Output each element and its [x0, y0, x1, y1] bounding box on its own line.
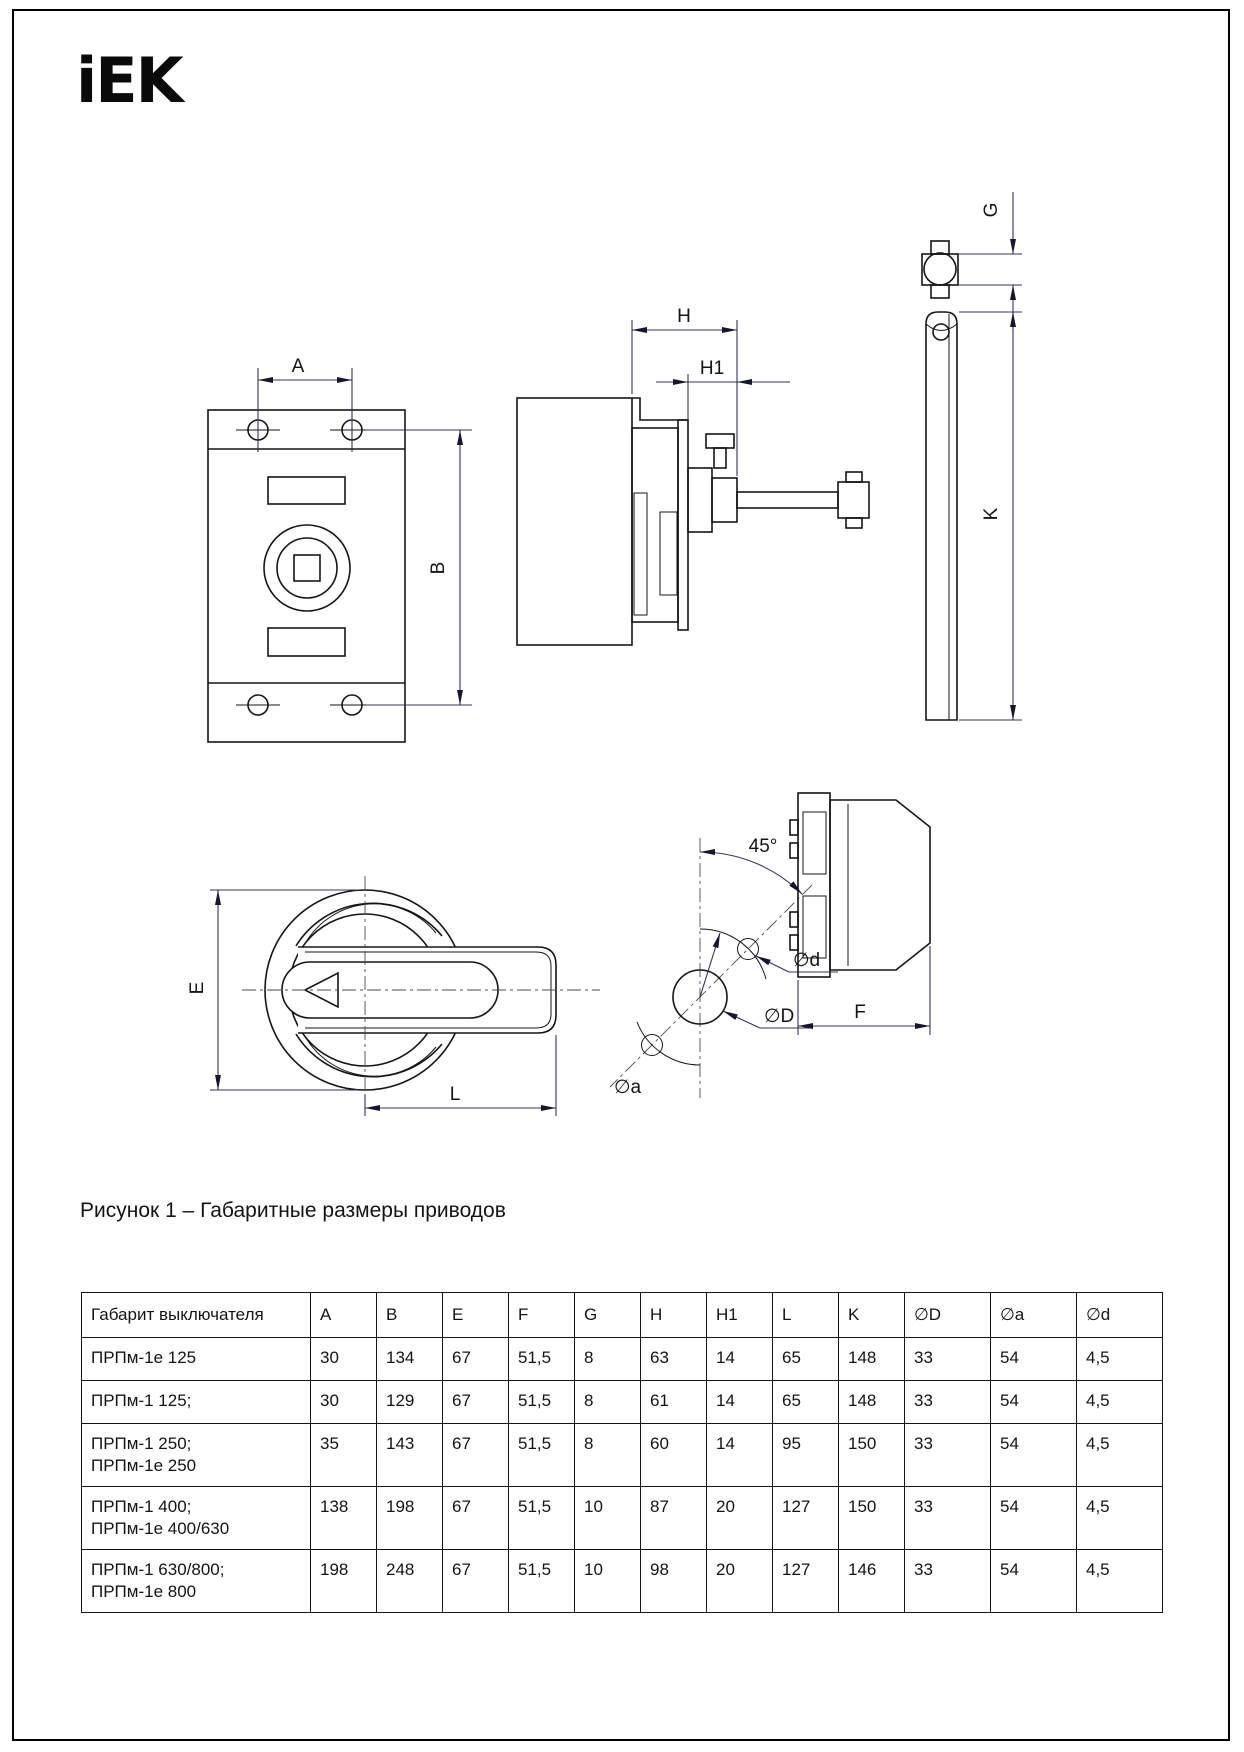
dimension-value-cell: 10 [575, 1550, 641, 1613]
dimension-value-cell: 33 [905, 1487, 991, 1550]
table-row [82, 1550, 1163, 1613]
dimension-value-cell: 8 [575, 1424, 641, 1487]
handle-bar-hole [933, 324, 949, 340]
dim-label-dia-d: ∅d [793, 950, 821, 971]
switch-size-cell: ПРПм-1 250; ПРПм-1е 250 [82, 1424, 311, 1487]
dimension-value-cell: 148 [839, 1381, 905, 1424]
table-header-cell: F [509, 1293, 575, 1338]
dimension-value-cell: 51,5 [509, 1550, 575, 1613]
dim-label-b: B [428, 561, 449, 575]
table-row [82, 1424, 1163, 1487]
dimension-value-cell: 127 [773, 1487, 839, 1550]
dimension-value-cell: 67 [443, 1550, 509, 1613]
switch-size-cell: ПРПм-1 630/800; ПРПм-1е 800 [82, 1550, 311, 1613]
dim-label-f: F [854, 1002, 866, 1023]
table-row [82, 1487, 1163, 1550]
table-header-cell: L [773, 1293, 839, 1338]
dimension-value-cell: 51,5 [509, 1424, 575, 1487]
dimension-value-cell: 4,5 [1077, 1550, 1163, 1613]
handle-bar [926, 312, 957, 720]
dim-label-a: A [291, 356, 305, 377]
dimension-value-cell: 4,5 [1077, 1338, 1163, 1381]
front-view-drawing [208, 356, 472, 742]
dimension-value-cell: 150 [839, 1424, 905, 1487]
dimension-value-cell: 248 [377, 1550, 443, 1613]
dimension-value-cell: 4,5 [1077, 1487, 1163, 1550]
dimension-value-cell: 4,5 [1077, 1424, 1163, 1487]
dimension-value-cell: 148 [839, 1338, 905, 1381]
table-header-cell: ∅d [1077, 1293, 1163, 1338]
dimension-value-cell: 20 [707, 1487, 773, 1550]
dim-label-h1: H1 [699, 358, 725, 379]
dim-label-g: G [981, 202, 1002, 218]
table-header-cell: H1 [707, 1293, 773, 1338]
table-header-cell: K [839, 1293, 905, 1338]
table-header-row [82, 1293, 1163, 1338]
handle-bar-view [926, 312, 1022, 720]
table-header-cell: ∅a [991, 1293, 1077, 1338]
iek-logo: iEK [76, 44, 182, 117]
dimension-value-cell: 129 [377, 1381, 443, 1424]
square-shaft-hole [294, 555, 320, 581]
dimension-value-cell: 87 [641, 1487, 707, 1550]
dimension-value-cell: 20 [707, 1550, 773, 1613]
dimension-value-cell: 30 [311, 1381, 377, 1424]
dimension-value-cell: 98 [641, 1550, 707, 1613]
handle-end-view [922, 192, 1022, 330]
table-body [82, 1338, 1163, 1613]
dim-label-45: 45° [748, 836, 778, 857]
dimension-value-cell: 51,5 [509, 1381, 575, 1424]
dim-label-l: L [449, 1084, 461, 1105]
dimension-value-cell: 150 [839, 1487, 905, 1550]
dim-label-dia-a: ∅a [614, 1077, 642, 1098]
dimension-value-cell: 146 [839, 1550, 905, 1613]
dimension-value-cell: 63 [641, 1338, 707, 1381]
dimension-value-cell: 61 [641, 1381, 707, 1424]
dimension-value-cell: 14 [707, 1381, 773, 1424]
dimension-value-cell: 95 [773, 1424, 839, 1487]
dimension-value-cell: 8 [575, 1381, 641, 1424]
table-header-cell: G [575, 1293, 641, 1338]
dimension-value-cell: 51,5 [509, 1338, 575, 1381]
dimension-value-cell: 54 [991, 1424, 1077, 1487]
shaft-hub [688, 468, 712, 532]
dimension-value-cell: 33 [905, 1550, 991, 1613]
dim-label-h: H [677, 306, 691, 327]
locking-knob [706, 434, 734, 448]
dimension-value-cell: 33 [905, 1381, 991, 1424]
dim-label-k: K [981, 507, 1002, 521]
dimension-value-cell: 67 [443, 1487, 509, 1550]
table-header-cell: A [311, 1293, 377, 1338]
figure-caption: Рисунок 1 – Габаритные размеры приводов [80, 1199, 506, 1222]
dim-label-dia-D: ∅D [764, 1006, 795, 1027]
dimension-value-cell: 127 [773, 1550, 839, 1613]
dimension-value-cell: 134 [377, 1338, 443, 1381]
dimension-value-cell: 54 [991, 1487, 1077, 1550]
dimension-value-cell: 14 [707, 1424, 773, 1487]
dimension-value-cell: 54 [991, 1550, 1077, 1613]
dim-label-e: E [187, 981, 208, 995]
dimension-value-cell: 65 [773, 1381, 839, 1424]
switch-size-cell: ПРПм-1 400; ПРПм-1е 400/630 [82, 1487, 311, 1550]
switch-size-cell: ПРПм-1 125; [82, 1381, 311, 1424]
dimension-value-cell: 65 [773, 1338, 839, 1381]
table-header-cell: E [443, 1293, 509, 1338]
switch-size-cell: ПРПм-1е 125 [82, 1338, 311, 1381]
table-header-cell: Габарит выключателя [82, 1293, 311, 1338]
dimension-value-cell: 198 [377, 1487, 443, 1550]
table-header-cell: ∅D [905, 1293, 991, 1338]
dimension-value-cell: 60 [641, 1424, 707, 1487]
dimension-value-cell: 30 [311, 1338, 377, 1381]
knob-side-view [790, 793, 930, 1035]
table-header [82, 1293, 1163, 1338]
table-row [82, 1338, 1163, 1381]
dimensions-table [81, 1292, 1163, 1613]
dimension-value-cell: 4,5 [1077, 1381, 1163, 1424]
table-header-cell: B [377, 1293, 443, 1338]
dimension-value-cell: 54 [991, 1338, 1077, 1381]
dimension-value-cell: 143 [377, 1424, 443, 1487]
dimension-value-cell: 35 [311, 1424, 377, 1487]
knob-front-view [187, 876, 600, 1116]
dimension-value-cell: 8 [575, 1338, 641, 1381]
dimension-value-cell: 14 [707, 1338, 773, 1381]
dimension-value-cell: 138 [311, 1487, 377, 1550]
dimension-value-cell: 198 [311, 1550, 377, 1613]
knob-body-profile [830, 800, 930, 970]
dimension-value-cell: 67 [443, 1424, 509, 1487]
dimension-value-cell: 51,5 [509, 1487, 575, 1550]
dimension-value-cell: 33 [905, 1338, 991, 1381]
hole-pattern-view [610, 836, 838, 1098]
dimension-value-cell: 67 [443, 1381, 509, 1424]
dimension-value-cell: 67 [443, 1338, 509, 1381]
drive-shaft [737, 492, 838, 508]
table-header-cell: H [641, 1293, 707, 1338]
side-view-drawing [517, 306, 869, 645]
dimension-value-cell: 54 [991, 1381, 1077, 1424]
table-row [82, 1381, 1163, 1424]
dimension-value-cell: 10 [575, 1487, 641, 1550]
dimension-value-cell: 33 [905, 1424, 991, 1487]
